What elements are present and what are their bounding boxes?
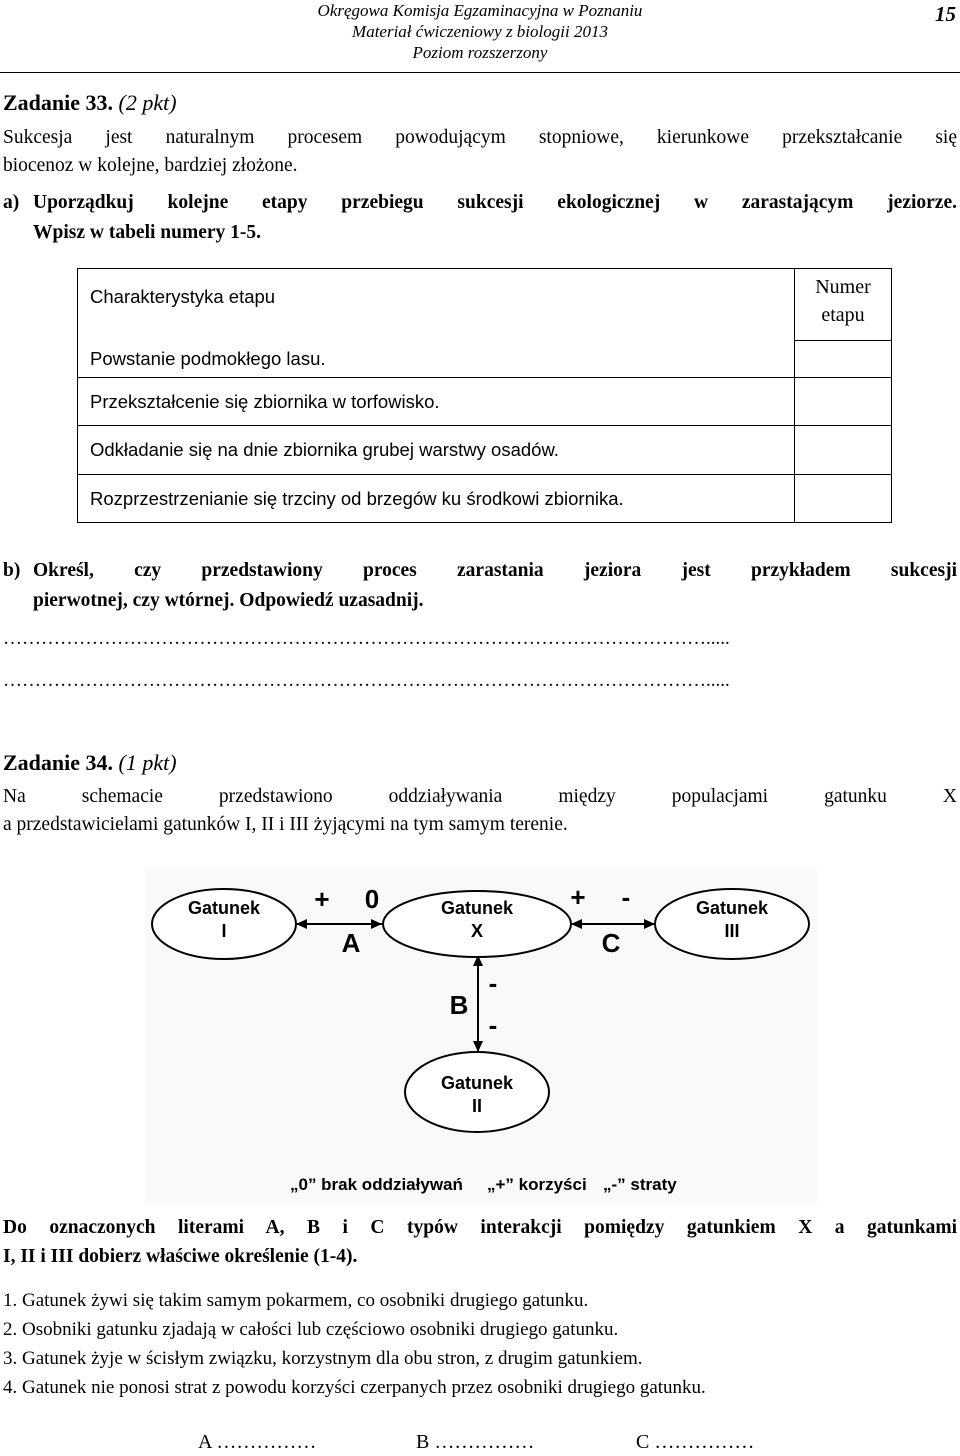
species-x-label: X: [470, 921, 484, 941]
answer-b[interactable]: B ……………: [416, 1431, 535, 1453]
table-header-characteristics: Charakterystyka etapu: [78, 269, 795, 341]
relation-a-sign-left: +: [314, 884, 330, 914]
relation-c-sign-left: +: [570, 882, 586, 912]
table-header-number-word: Numer: [815, 276, 871, 298]
table-row-4-text: Rozprzestrzenianie się trzciny od brzegów ku środkowi zbiornika.: [78, 475, 795, 523]
task-33-part-b-line-2: pierwotnej, czy wtórnej. Odpowiedź uzasadnij.: [33, 590, 424, 611]
task-33-part-a-line-1: Uporządkuj kolejne etapy przebiegu sukcesji ekologicznej w zarastającym jeziorze.: [33, 192, 957, 213]
arrowhead-to-x-left: [371, 919, 382, 929]
task-34-instruction-line-2: I, II i III dobierz właściwe określenie (1-4).: [3, 1246, 358, 1267]
task-33-part-a-label: a): [3, 192, 20, 213]
page-number: 15: [935, 2, 956, 26]
task-33-intro-line-1: Sukcesja jest naturalnym procesem powodującym stopniowe, kierunkowe przekształcanie się: [3, 127, 957, 148]
table-row-1-text: Powstanie podmokłego lasu.: [78, 341, 795, 378]
relation-c-sign-right: -: [621, 882, 631, 912]
species-i-word: Gatunek: [187, 898, 261, 918]
task-34-intro-line-2: a przedstawicielami gatunków I, II i III żyjącymi na tym samym terenie.: [3, 814, 568, 835]
species-i-label: I: [221, 921, 227, 941]
task-33-points: (2 pkt): [118, 90, 177, 115]
legend-zero: „0” brak oddziaływań: [290, 1175, 463, 1194]
option-4: 4. Gatunek nie ponosi strat z powodu korzyści czerpanych przez osobniki drugiego gatunku.: [3, 1377, 706, 1398]
species-ii-word: Gatunek: [440, 1073, 514, 1093]
table-row-2-text: Przekształcenie się zbiornika w torfowisko.: [78, 378, 795, 426]
species-x-word: Gatunek: [440, 898, 514, 918]
option-3: 3. Gatunek żyje w ścisłym związku, korzystnym dla obu stron, z drugim gatunkiem.: [3, 1348, 643, 1369]
legend-minus: „-” straty: [603, 1175, 677, 1194]
relation-b-letter: B: [449, 990, 469, 1020]
task-33-number: Zadanie 33.: [3, 90, 114, 115]
answer-line-1[interactable]: ………………………………………………………………………………………………….....: [3, 628, 730, 649]
task-33-part-a-line-2: Wpisz w tabeli numery 1-5.: [33, 222, 262, 243]
arrowhead-to-ii: [473, 1041, 483, 1052]
header-line-1: Okręgowa Komisja Egzaminacyjna w Poznaniu: [317, 1, 643, 20]
legend-plus: „+” korzyści: [487, 1175, 587, 1194]
task-34-number: Zadanie 34.: [3, 750, 114, 775]
option-2: 2. Osobniki gatunku zjadają w całości lub częściowo osobniki drugiego gatunku.: [3, 1319, 619, 1340]
relation-b-sign-top: -: [488, 968, 498, 998]
header-line-3: Poziom rozszerzony: [412, 43, 548, 62]
answer-a[interactable]: A ……………: [198, 1431, 317, 1453]
relation-a-letter: A: [341, 928, 361, 958]
header-line-2: Materiał ćwiczeniowy z biologii 2013: [352, 22, 608, 41]
answer-line-2[interactable]: ………………………………………………………………………………………………….....: [3, 670, 730, 691]
option-1: 1. Gatunek żywi się takim samym pokarmem, co osobniki drugiego gatunku.: [3, 1290, 589, 1311]
task-33-part-b-label: b): [3, 560, 21, 581]
species-iii-word: Gatunek: [695, 898, 769, 918]
species-iii-label: III: [724, 921, 740, 941]
arrowhead-to-iii: [644, 919, 655, 929]
task-33-intro-line-2: biocenoz w kolejne, bardziej złożone.: [3, 155, 298, 176]
arrowhead-to-x-right: [571, 919, 582, 929]
arrowhead-to-i: [296, 919, 307, 929]
task-34-instruction-line-1: Do oznaczonych literami A, B i C typów interakcji pomiędzy gatunkiem X a gatunkami: [3, 1217, 957, 1238]
species-ii-label: II: [471, 1096, 483, 1116]
relation-c-letter: C: [601, 928, 621, 958]
relation-a-sign-right: 0: [364, 884, 380, 914]
task-34-intro-line-1: Na schemacie przedstawiono oddziaływania między populacjami gatunku X: [3, 786, 957, 807]
answer-c[interactable]: C ……………: [636, 1431, 755, 1453]
table-row-3-text: Odkładanie się na dnie zbiornika grubej warstwy osadów.: [78, 426, 795, 475]
table-header-stage-word: etapu: [821, 304, 865, 326]
task-33-part-b-line-1: Określ, czy przedstawiony proces zarastania jeziora jest przykładem sukcesji: [33, 560, 957, 581]
relation-b-sign-bottom: -: [488, 1010, 498, 1040]
task-34-points: (1 pkt): [118, 750, 177, 775]
